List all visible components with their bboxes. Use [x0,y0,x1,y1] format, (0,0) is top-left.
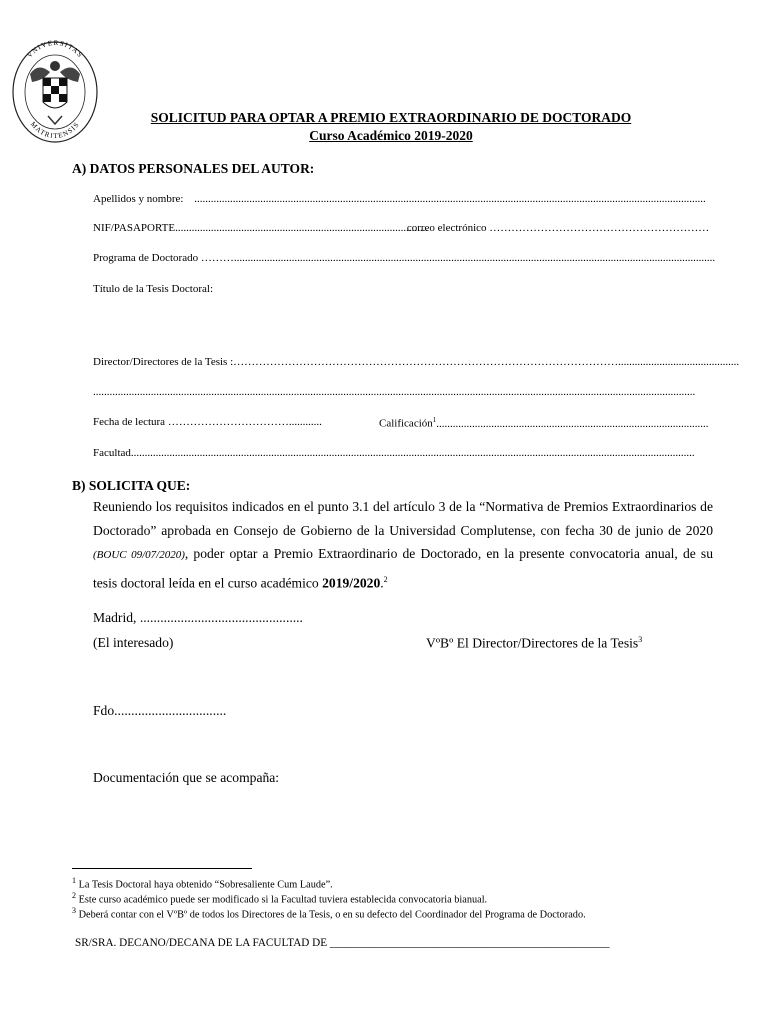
footnote-3 [72,906,586,920]
facultad-dots: ............................................................................................................................................................................................................. [130,447,695,459]
apellidos-field[interactable] [93,193,706,205]
facultad-label: Facultad [93,447,131,459]
apellidos-dots: .......................................................................................................................................................................................... [194,193,706,205]
paragraph-text-2: , poder optar a Premio Extraordinario de Doctorado, en la presente convocatoria anual, de su tesis doctoral leída en el curso académico [93,546,713,591]
paragraph-end: . [380,575,384,591]
seal-text-bottom: MATRITENSIS [28,120,82,141]
calificacion-footnote-ref: 1 [432,416,437,424]
document-title: SOLICITUD PARA OPTAR A PREMIO EXTRAORDINARIO DE DOCTORADO [150,110,632,125]
director-dots-2: ........................................................................................................................................................................................................................... [93,386,696,398]
nif-label: NIF/PASAPORTE [93,222,176,234]
correo-dots: …………………………………………………… [489,222,710,234]
footnote-2-num: 2 [72,891,76,900]
director-label: Director/Directores de la Tesis : [93,356,234,368]
titulo-label: Título de la Tesis Doctoral: [93,283,214,295]
madrid-date-field[interactable]: Madrid, ................................................ [93,610,303,625]
calificacion-label: Calificación [379,417,433,430]
vobo-director-label [426,635,642,652]
director-dots: ……………………………………………………………………………………………............................................ [233,356,740,368]
documentacion-label: Documentación que se acompaña: [93,770,280,785]
vobo-footnote-ref: 3 [638,635,643,644]
programa-label: Programa de Doctorado [93,252,199,264]
facultad-field[interactable] [93,447,702,459]
vobo-text: VºBº El Director/Directores de la Tesis [426,635,639,651]
programa-dots: ………............................................................................................................................................................................... [200,252,716,264]
footnote-2-text: Este curso académico puede ser modificado si la Facultad tuviera establecida convocatoria bianual. [76,894,488,906]
footnote-1 [72,876,333,890]
correo-label: correo electrónico [406,222,487,234]
director-field[interactable] [93,356,740,368]
svg-text:VNIVERSITAS [25,39,84,60]
bouc-reference: (BOUC 09/07/2020) [93,549,185,561]
document-subtitle: Curso Académico 2019-2020 [309,128,473,143]
programa-field[interactable] [93,252,716,264]
calificacion-dots: ................................................................................................... [436,417,709,430]
nif-field[interactable] [93,222,710,234]
decano-facultad-footer[interactable]: SR/SRA. DECANO/DECANA DE LA FACULTAD DE __________________________________________________ [75,937,610,949]
section-b-paragraph [93,495,713,595]
fecha-label: Fecha de lectura [93,416,166,428]
nif-dots: ............................................................................................ [175,222,429,234]
paragraph-text-1: Reuniendo los requisitos indicados en el punto 3.1 del artículo 3 de la “Normativa de Premios Extraordinarios de Doctorado” aprobada en Consejo de Gobierno de la Universidad Complutense, con fecha 30 de junio de 2020 [93,499,713,538]
apellidos-label: Apellidos y nombre: [93,193,184,205]
fdo-signature-field[interactable]: Fdo................................. [93,703,227,718]
seal-text-top: VNIVERSITAS [25,38,85,60]
interesado-label: (El interesado) [93,635,174,650]
section-b-heading: B) SOLICITA QUE: [72,478,191,493]
director-continuation[interactable] [93,386,707,398]
section-a-heading: A) DATOS PERSONALES DEL AUTOR: [72,161,315,176]
calificacion-field[interactable] [379,416,709,430]
footnote-3-num: 3 [72,906,76,915]
footnote-1-num: 1 [72,876,76,885]
footnote-1-text: La Tesis Doctoral haya obtenido “Sobresaliente Cum Laude”. [76,879,333,891]
fecha-field[interactable] [93,416,359,428]
fecha-dots: ……………………………............ [167,416,322,428]
footnote-2 [72,891,487,905]
footnote-3-text: Deberá contar con el VºBº de todos los Directores de la Tesis, o en su defecto del Coordinador del Programa de Doctorado. [76,909,586,921]
paragraph-footnote-ref: 2 [383,574,388,584]
footnote-divider [72,868,252,869]
academic-year: 2019/2020 [322,575,381,591]
